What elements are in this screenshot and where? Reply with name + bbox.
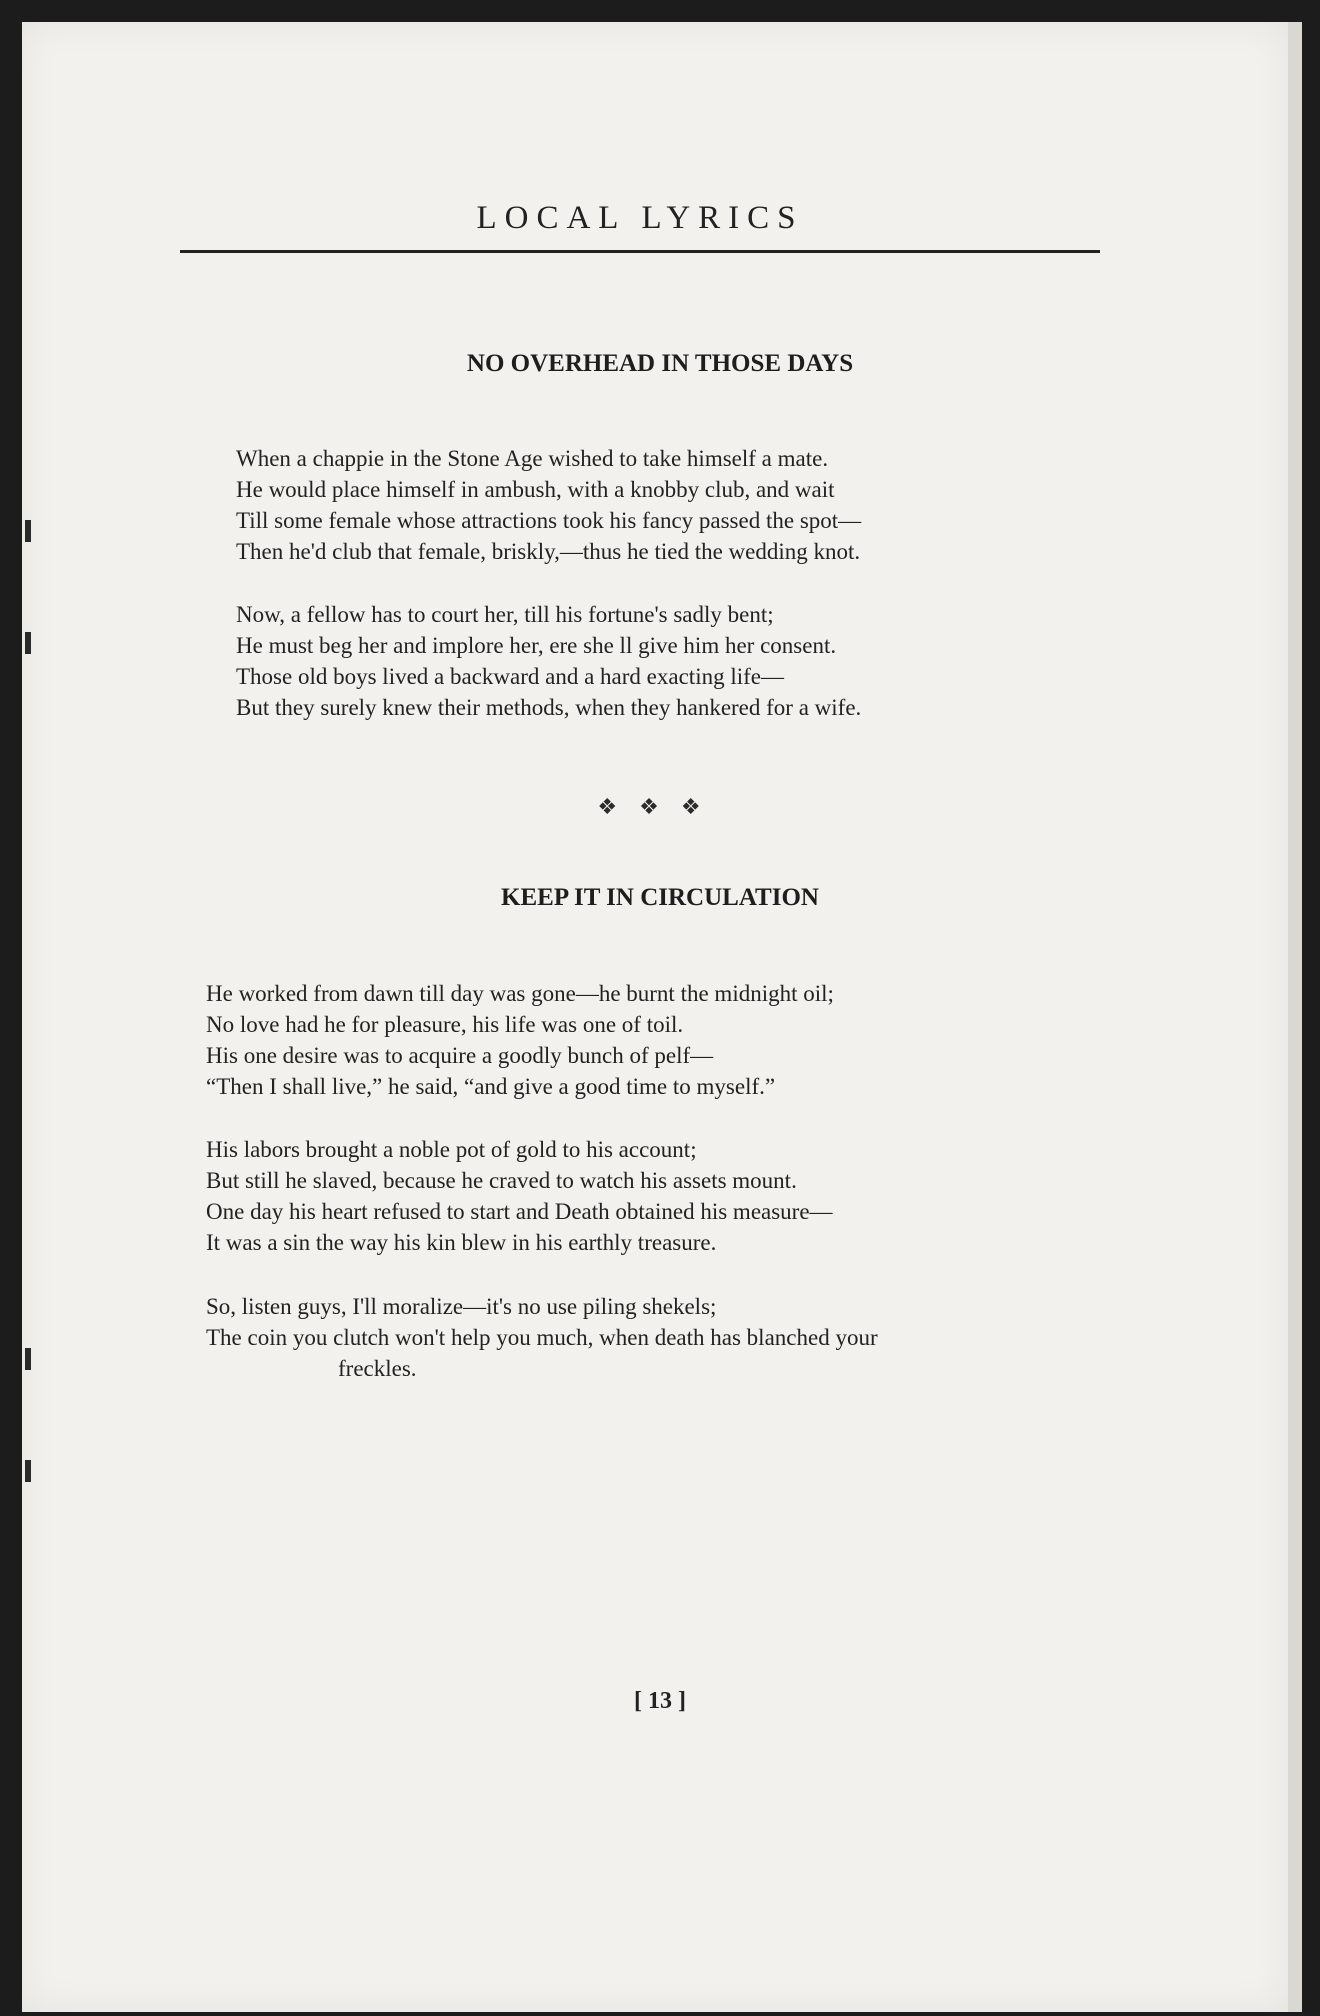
section-ornament: ❖❖❖ bbox=[597, 794, 723, 819]
verse-line: The coin you clutch won't help you much, when death has blanched your bbox=[206, 1325, 878, 1350]
binding-mark bbox=[25, 1460, 31, 1482]
verse-line: Those old boys lived a backward and a hard exacting life— bbox=[236, 664, 784, 689]
verse-line: One day his heart refused to start and Death obtained his measure— bbox=[206, 1199, 833, 1224]
verse-line: Now, a fellow has to court her, till his fortune's sadly bent; bbox=[236, 602, 774, 627]
page-number: [ 13 ] bbox=[634, 1688, 686, 1714]
verse-line: So, listen guys, I'll moralize—it's no use piling shekels; bbox=[206, 1294, 717, 1319]
binding-mark bbox=[25, 1348, 31, 1370]
verse-line: He would place himself in ambush, with a knobby club, and wait bbox=[236, 477, 835, 502]
binding-mark bbox=[25, 632, 31, 654]
verse-line: No love had he for pleasure, his life was one of toil. bbox=[206, 1012, 684, 1037]
poem-stanza bbox=[206, 978, 834, 1102]
verse-line: It was a sin the way his kin blew in his earthly treasure. bbox=[206, 1230, 717, 1255]
verse-line: But still he slaved, because he craved to watch his assets mount. bbox=[206, 1168, 797, 1193]
poem-stanza bbox=[206, 1291, 878, 1384]
running-head: LOCAL LYRICS bbox=[476, 200, 804, 236]
verse-line: “Then I shall live,” he said, “and give a good time to myself.” bbox=[206, 1074, 776, 1099]
binding-mark bbox=[25, 520, 31, 542]
verse-line: When a chappie in the Stone Age wished to take himself a mate. bbox=[236, 446, 829, 471]
poem-title: NO OVERHEAD IN THOSE DAYS bbox=[466, 350, 854, 377]
verse-line: His labors brought a noble pot of gold to his account; bbox=[206, 1137, 697, 1162]
verse-line: But they surely knew their methods, when they hankered for a wife. bbox=[236, 695, 862, 720]
verse-line: His one desire was to acquire a goodly bunch of pelf— bbox=[206, 1043, 714, 1068]
poem-stanza bbox=[206, 1134, 833, 1258]
poem-stanza bbox=[236, 599, 861, 723]
verse-line-continuation: freckles. bbox=[338, 1356, 417, 1381]
poem-stanza bbox=[236, 443, 861, 567]
verse-line: Then he'd club that female, briskly,—thus he tied the wedding knot. bbox=[236, 539, 861, 564]
verse-line: Till some female whose attractions took his fancy passed the spot— bbox=[236, 508, 862, 533]
poem-title: KEEP IT IN CIRCULATION bbox=[501, 884, 819, 911]
verse-line: He worked from dawn till day was gone—he burnt the midnight oil; bbox=[206, 981, 834, 1006]
header-rule bbox=[180, 250, 1100, 253]
verse-line: He must beg her and implore her, ere she ll give him her consent. bbox=[236, 633, 837, 658]
